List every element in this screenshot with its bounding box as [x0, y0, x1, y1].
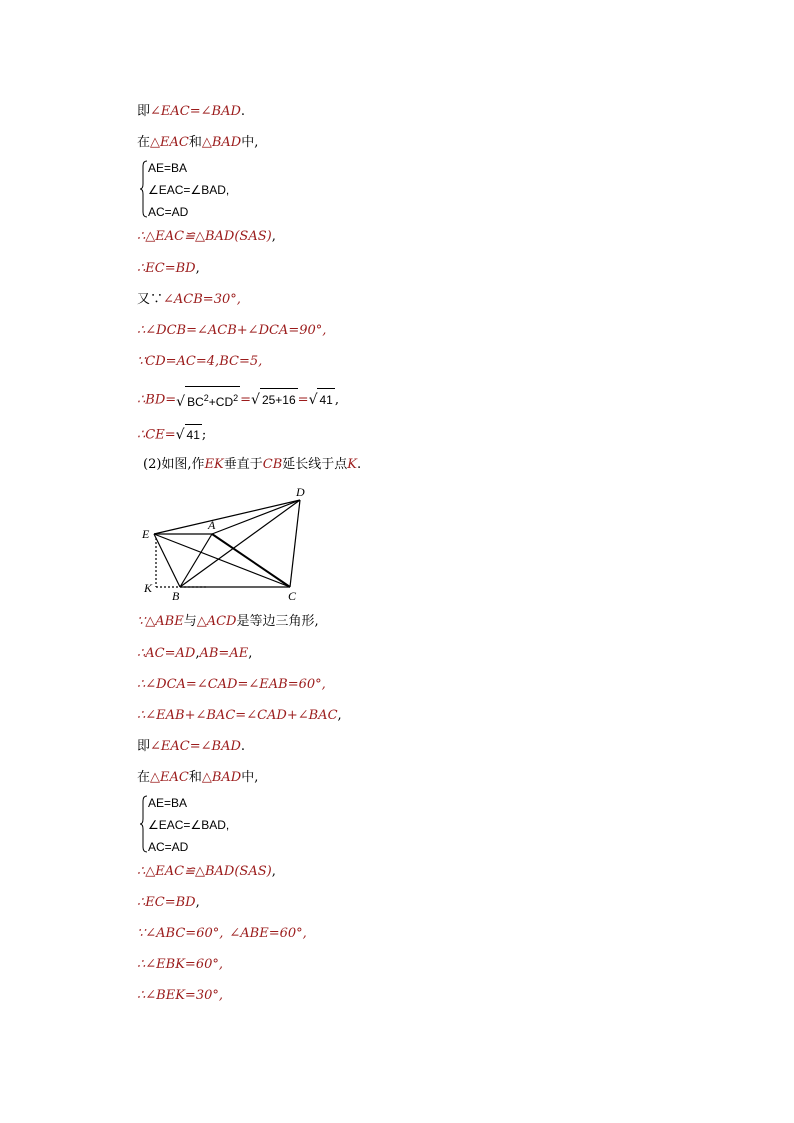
math: =	[240, 392, 252, 408]
text: ,	[271, 864, 276, 879]
math: ∠BAD	[200, 104, 241, 119]
segment-ed	[154, 500, 300, 534]
math: ∵△ABE	[137, 614, 184, 629]
text: 与	[183, 614, 197, 629]
math: EK	[204, 457, 224, 472]
math: △EAC	[150, 135, 189, 150]
math: K	[347, 457, 358, 472]
system-row: AE=BA	[148, 161, 188, 175]
math: =	[189, 739, 201, 754]
math: ∴∠DCA	[137, 677, 186, 692]
radical-icon: √	[251, 392, 260, 408]
text-line	[137, 957, 223, 973]
text-line	[137, 135, 258, 151]
label-e: E	[142, 527, 150, 541]
math: ∵CD	[137, 354, 166, 369]
system-row: AC=AD	[148, 205, 189, 219]
math: =	[164, 646, 176, 661]
math: =60°,	[185, 926, 224, 941]
system-row: ∠EAC=∠BAD,	[148, 818, 230, 832]
math: AD	[175, 646, 196, 661]
math: =	[164, 427, 176, 443]
text: ,	[195, 895, 200, 910]
system-row: ∠EAC=∠BAD,	[148, 183, 230, 197]
text: ;	[201, 427, 207, 443]
math: =	[164, 261, 176, 276]
math: ∴AC	[137, 646, 165, 661]
radicand: +CD	[208, 395, 234, 409]
sqrt-expression	[251, 388, 298, 412]
sqrt-expression	[176, 424, 202, 446]
text: ,	[195, 646, 200, 661]
text-line	[137, 646, 252, 662]
text: 中,	[241, 770, 259, 785]
text-line	[137, 614, 319, 630]
text: 垂直于	[223, 457, 263, 472]
label-d: D	[296, 485, 305, 499]
text: 即	[137, 104, 151, 119]
text-line	[137, 708, 342, 724]
math: ∴BD	[137, 392, 166, 408]
math: BD	[175, 261, 196, 276]
text: 又∵	[137, 292, 164, 307]
math: ∠CAD+∠BAC	[246, 708, 338, 723]
text: 在	[137, 135, 151, 150]
text-line	[137, 104, 245, 120]
text: 中,	[241, 135, 259, 150]
text-line	[137, 677, 326, 693]
math: △BAD	[201, 135, 242, 150]
radicand: 25+16	[260, 388, 298, 411]
radicand: 41	[317, 388, 334, 411]
text: ,	[334, 392, 339, 408]
math: =4,	[195, 354, 220, 369]
text-line	[137, 988, 223, 1004]
math: ∴△EAC≌△BAD	[137, 864, 235, 879]
text: 延长线于点	[282, 457, 348, 472]
math: =	[237, 677, 249, 692]
math: =	[218, 646, 230, 661]
text: 是等边三角形,	[236, 614, 319, 629]
math: =60°,	[268, 926, 307, 941]
label-c: C	[288, 589, 297, 603]
math: =90°,	[288, 323, 327, 338]
segment-bd	[180, 500, 300, 587]
math: =	[165, 354, 177, 369]
math: BD	[175, 895, 196, 910]
radical-icon: √	[175, 427, 185, 443]
label-b: B	[172, 589, 180, 603]
math: ∵∠ABC	[137, 926, 186, 941]
math: ∠CAD	[196, 677, 238, 692]
text: (SAS)	[234, 229, 272, 244]
text-line	[137, 895, 200, 911]
math: =60°,	[184, 957, 223, 972]
sqrt-expression	[176, 386, 240, 414]
text: 和	[188, 135, 202, 150]
text-line	[137, 261, 200, 277]
system-row: AC=AD	[148, 840, 189, 854]
math: =	[165, 392, 177, 408]
exponent: 2	[203, 393, 209, 403]
text: (2)如图,作	[143, 457, 205, 472]
math: ∠EAC	[150, 739, 190, 754]
math: ∴CE	[137, 427, 165, 443]
math: △ACD	[196, 614, 237, 629]
math: ∠ABE	[229, 926, 269, 941]
label-a: A	[208, 518, 216, 532]
math: =	[235, 708, 247, 723]
text: ,	[271, 229, 276, 244]
label-k: K	[144, 581, 153, 595]
geometry-figure	[138, 482, 318, 604]
left-brace-icon	[140, 795, 148, 853]
radicand: BC	[187, 395, 204, 409]
segment-ac	[212, 534, 290, 587]
math: =	[164, 895, 176, 910]
math: =60°,	[287, 677, 326, 692]
math: ∴∠EAB+∠BAC	[137, 708, 236, 723]
text-line	[137, 386, 339, 414]
radical-icon: √	[308, 392, 318, 408]
math: ∴∠EBK	[137, 957, 185, 972]
equation-system	[140, 795, 340, 853]
text-line	[143, 457, 361, 473]
math: ∠EAC	[150, 104, 190, 119]
math: ∴EC	[137, 895, 165, 910]
text: 在	[137, 770, 151, 785]
text: ,	[248, 646, 253, 661]
math: △BAD	[201, 770, 242, 785]
text: .	[357, 457, 362, 472]
text: .	[240, 104, 246, 119]
math: =	[297, 392, 309, 408]
text-line	[137, 926, 307, 942]
math: ∠ACB	[163, 292, 203, 307]
left-brace-icon	[140, 160, 148, 218]
text: 和	[188, 770, 202, 785]
segment-eb	[154, 534, 180, 587]
text: ,	[337, 708, 342, 723]
math: △EAC	[150, 770, 189, 785]
equation-system	[140, 160, 340, 218]
text-line	[137, 739, 245, 755]
math: =	[186, 323, 197, 338]
system-row: AE=BA	[148, 796, 188, 810]
math: =30°,	[184, 988, 223, 1003]
segment-ab	[180, 534, 212, 587]
math: ∠EAB	[248, 677, 288, 692]
math: BC	[219, 354, 239, 369]
math: ∴∠DCB	[137, 323, 187, 338]
math: AC	[176, 354, 196, 369]
math: CB	[262, 457, 283, 472]
radical-icon: √	[176, 394, 186, 410]
text-line	[137, 770, 258, 786]
sqrt-expression	[309, 388, 335, 412]
math: AB	[199, 646, 219, 661]
text-line	[137, 323, 326, 339]
text: (SAS)	[234, 864, 272, 879]
math: AE	[229, 646, 249, 661]
text: ,	[195, 261, 200, 276]
math: =	[189, 104, 201, 119]
math: =5,	[238, 354, 263, 369]
text-line	[137, 354, 262, 370]
text-line	[137, 292, 241, 308]
exponent: 2	[233, 393, 239, 403]
math: ∴∠BEK	[137, 988, 185, 1003]
text-line	[137, 229, 276, 245]
text: .	[240, 739, 246, 754]
text-line	[137, 864, 276, 880]
math: ∠ACB+∠DCA	[197, 323, 289, 338]
math: =30°,	[202, 292, 241, 307]
math: ∠BAD	[200, 739, 241, 754]
math: =	[185, 677, 197, 692]
math: ∴EC	[137, 261, 165, 276]
radicand: 41	[185, 424, 202, 445]
segment-dc	[290, 500, 300, 587]
text: 即	[137, 739, 151, 754]
text-line	[137, 424, 206, 446]
math: ∴△EAC≌△BAD	[137, 229, 235, 244]
